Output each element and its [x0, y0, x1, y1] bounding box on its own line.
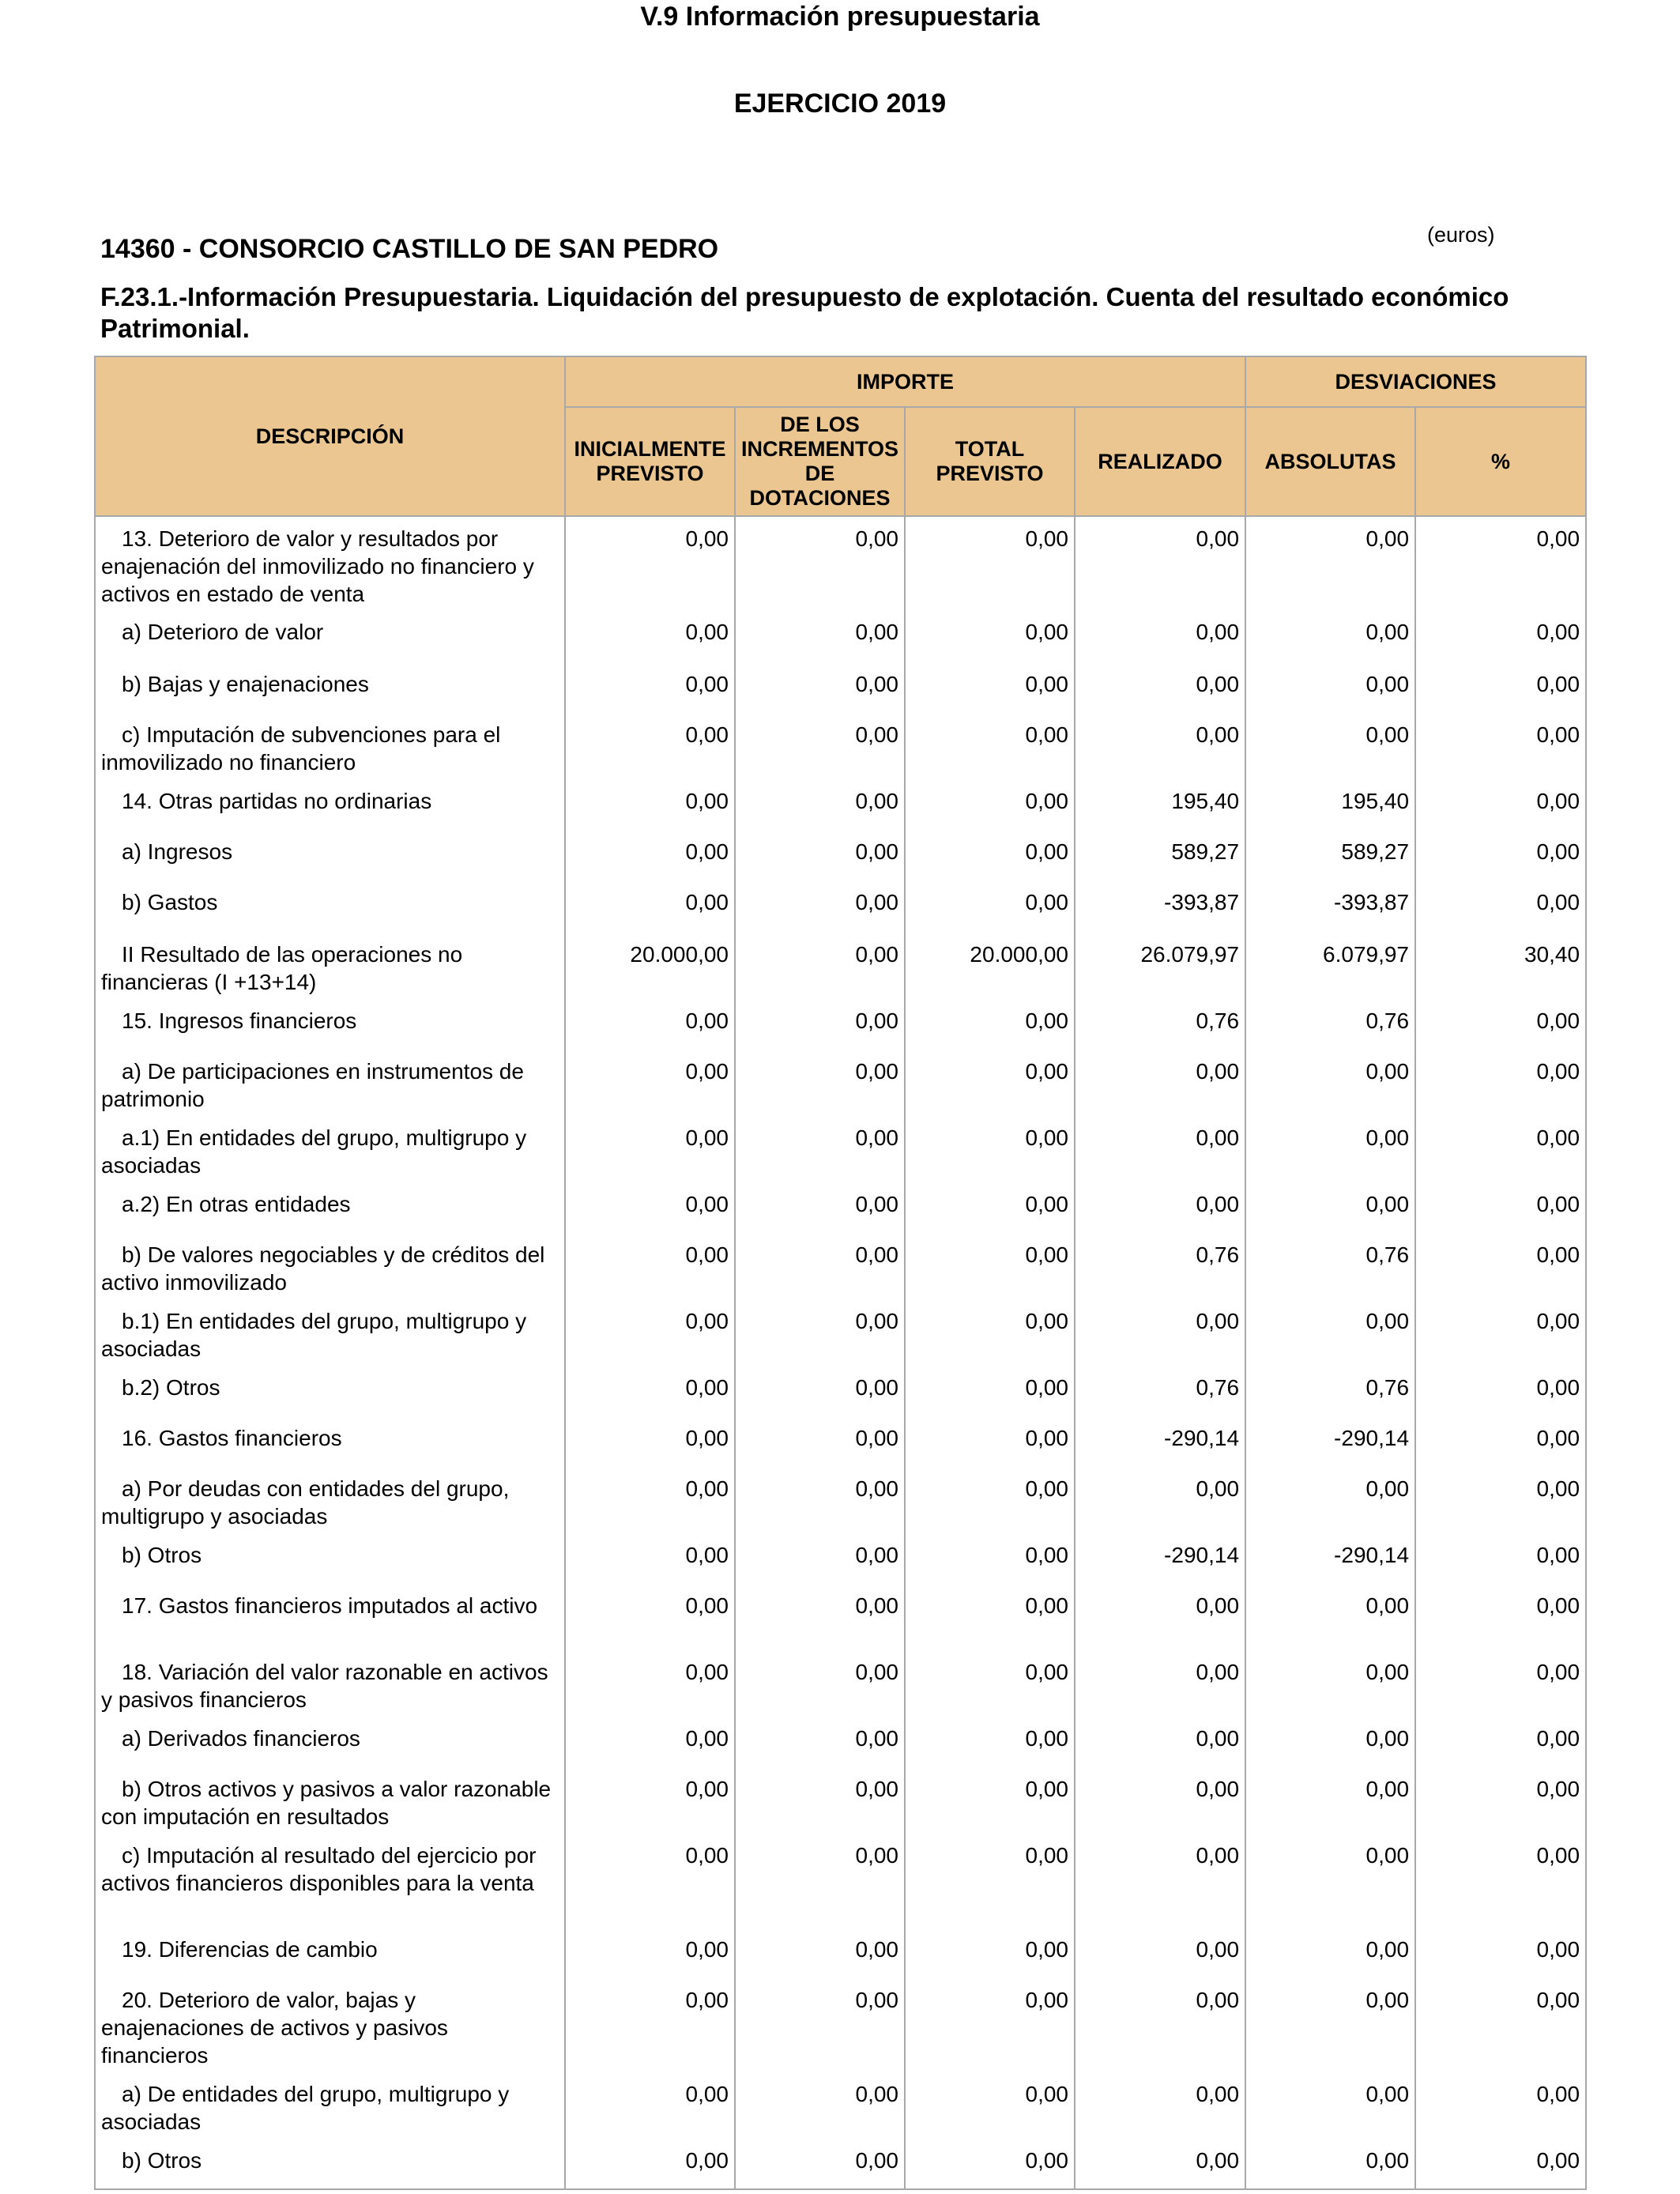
cell-realizado: 0,00 [1075, 1834, 1245, 1928]
cell-incrementos: 0,00 [735, 1467, 905, 1533]
cell-porcentaje: 0,00 [1415, 999, 1586, 1050]
cell-inicialmente-previsto: 0,00 [565, 662, 735, 713]
table-row [95, 1366, 1586, 1416]
cell-porcentaje: 0,00 [1415, 779, 1586, 830]
table-row [95, 1416, 1586, 1467]
cell-absolutas: 0,00 [1245, 713, 1415, 779]
row-description: a) Ingresos [95, 830, 565, 880]
cell-total-previsto: 0,00 [905, 1416, 1075, 1467]
cell-porcentaje: 0,00 [1415, 1182, 1586, 1233]
cell-total-previsto: 0,00 [905, 1366, 1075, 1416]
cell-total-previsto: 0,00 [905, 610, 1075, 662]
cell-incrementos: 0,00 [735, 779, 905, 830]
header-descripcion: DESCRIPCIÓN [95, 356, 565, 516]
cell-realizado: 0,00 [1075, 1182, 1245, 1233]
cell-realizado: 0,00 [1075, 2139, 1245, 2189]
row-description: 17. Gastos financieros imputados al activo [95, 1584, 565, 1650]
cell-inicialmente-previsto: 0,00 [565, 1416, 735, 1467]
cell-inicialmente-previsto: 0,00 [565, 830, 735, 880]
cell-realizado: 0,00 [1075, 1299, 1245, 1366]
cell-inicialmente-previsto: 0,00 [565, 1182, 735, 1233]
cell-absolutas: 0,00 [1245, 516, 1415, 610]
cell-porcentaje: 0,00 [1415, 1717, 1586, 1767]
table-row [95, 779, 1586, 830]
cell-realizado: 0,00 [1075, 1978, 1245, 2072]
cell-inicialmente-previsto: 0,00 [565, 1978, 735, 2072]
cell-inicialmente-previsto: 20.000,00 [565, 933, 735, 999]
row-description: 16. Gastos financieros [95, 1416, 565, 1467]
cell-realizado: 0,00 [1075, 662, 1245, 713]
table-row [95, 2139, 1586, 2189]
cell-incrementos: 0,00 [735, 1050, 905, 1116]
cell-absolutas: 0,00 [1245, 1299, 1415, 1366]
cell-incrementos: 0,00 [735, 880, 905, 933]
cell-total-previsto: 0,00 [905, 662, 1075, 713]
header-porcentaje: % [1415, 407, 1586, 516]
cell-incrementos: 0,00 [735, 1717, 905, 1767]
cell-total-previsto: 0,00 [905, 1928, 1075, 1978]
cell-incrementos: 0,00 [735, 933, 905, 999]
cell-total-previsto: 0,00 [905, 1299, 1075, 1366]
cell-porcentaje: 0,00 [1415, 516, 1586, 610]
cell-inicialmente-previsto: 0,00 [565, 516, 735, 610]
cell-total-previsto: 0,00 [905, 1116, 1075, 1182]
cell-total-previsto: 0,00 [905, 779, 1075, 830]
cell-porcentaje: 0,00 [1415, 2072, 1586, 2139]
cell-realizado: 0,00 [1075, 1467, 1245, 1533]
cell-porcentaje: 0,00 [1415, 1928, 1586, 1978]
header-importe: IMPORTE [565, 356, 1245, 407]
table-row [95, 1116, 1586, 1182]
budget-table [94, 356, 1587, 2190]
cell-incrementos: 0,00 [735, 1928, 905, 1978]
cell-porcentaje: 0,00 [1415, 1416, 1586, 1467]
header-incrementos: DE LOS INCREMENTOS DE DOTACIONES [735, 407, 905, 516]
table-row [95, 516, 1586, 610]
table-row [95, 1717, 1586, 1767]
cell-absolutas: -290,14 [1245, 1533, 1415, 1584]
currency-units: (euros) [1427, 223, 1495, 247]
cell-porcentaje: 0,00 [1415, 1767, 1586, 1834]
cell-porcentaje: 0,00 [1415, 713, 1586, 779]
cell-absolutas: 195,40 [1245, 779, 1415, 830]
cell-incrementos: 0,00 [735, 610, 905, 662]
cell-inicialmente-previsto: 0,00 [565, 1767, 735, 1834]
row-description: 19. Diferencias de cambio [95, 1928, 565, 1978]
row-description: II Resultado de las operaciones no financieras (I +13+14) [95, 933, 565, 999]
row-description: 20. Deterioro de valor, bajas y enajenaciones de activos y pasivos financieros [95, 1978, 565, 2072]
cell-absolutas: 0,00 [1245, 1584, 1415, 1650]
cell-porcentaje: 0,00 [1415, 1584, 1586, 1650]
cell-absolutas: 0,00 [1245, 1182, 1415, 1233]
cell-absolutas: 0,00 [1245, 1834, 1415, 1928]
table-row [95, 1834, 1586, 1928]
cell-porcentaje: 0,00 [1415, 1834, 1586, 1928]
cell-incrementos: 0,00 [735, 830, 905, 880]
page-title: V.9 Información presupuestaria [640, 2, 1040, 32]
row-description: a) Por deudas con entidades del grupo, multigrupo y asociadas [95, 1467, 565, 1533]
cell-total-previsto: 0,00 [905, 1182, 1075, 1233]
cell-absolutas: 0,00 [1245, 610, 1415, 662]
cell-realizado: 0,00 [1075, 2072, 1245, 2139]
cell-porcentaje: 0,00 [1415, 830, 1586, 880]
row-description: b) Gastos [95, 880, 565, 933]
header-row-groups [95, 356, 1586, 407]
row-description: b.1) En entidades del grupo, multigrupo y asociadas [95, 1299, 565, 1366]
cell-total-previsto: 0,00 [905, 1717, 1075, 1767]
table-row [95, 2072, 1586, 2139]
cell-inicialmente-previsto: 0,00 [565, 1050, 735, 1116]
cell-absolutas: 0,00 [1245, 1978, 1415, 2072]
row-description: c) Imputación al resultado del ejercicio por activos financieros disponibles para la venta [95, 1834, 565, 1928]
cell-incrementos: 0,00 [735, 1366, 905, 1416]
cell-incrementos: 0,00 [735, 1116, 905, 1182]
cell-incrementos: 0,00 [735, 1533, 905, 1584]
table-row [95, 1233, 1586, 1299]
cell-total-previsto: 0,00 [905, 1050, 1075, 1116]
cell-inicialmente-previsto: 0,00 [565, 1650, 735, 1717]
cell-realizado: 0,00 [1075, 1928, 1245, 1978]
cell-total-previsto: 0,00 [905, 1584, 1075, 1650]
cell-inicialmente-previsto: 0,00 [565, 1928, 735, 1978]
header-desviaciones: DESVIACIONES [1245, 356, 1586, 407]
table-row [95, 1584, 1586, 1650]
cell-porcentaje: 0,00 [1415, 1299, 1586, 1366]
cell-incrementos: 0,00 [735, 1767, 905, 1834]
table-row [95, 1050, 1586, 1116]
table-row [95, 1650, 1586, 1717]
header-inicialmente-previsto: INICIALMENTE PREVISTO [565, 407, 735, 516]
header-realizado: REALIZADO [1075, 407, 1245, 516]
cell-inicialmente-previsto: 0,00 [565, 1116, 735, 1182]
cell-incrementos: 0,00 [735, 999, 905, 1050]
cell-realizado: 0,00 [1075, 1050, 1245, 1116]
cell-incrementos: 0,00 [735, 662, 905, 713]
row-description: a) De participaciones en instrumentos de patrimonio [95, 1050, 565, 1116]
cell-realizado: 0,76 [1075, 999, 1245, 1050]
header-absolutas: ABSOLUTAS [1245, 407, 1415, 516]
cell-incrementos: 0,00 [735, 713, 905, 779]
table-row [95, 880, 1586, 933]
cell-realizado: -290,14 [1075, 1416, 1245, 1467]
table-row [95, 1533, 1586, 1584]
cell-incrementos: 0,00 [735, 516, 905, 610]
row-description: b) De valores negociables y de créditos del activo inmovilizado [95, 1233, 565, 1299]
cell-realizado: 26.079,97 [1075, 933, 1245, 999]
cell-porcentaje: 0,00 [1415, 1978, 1586, 2072]
cell-absolutas: 0,00 [1245, 2139, 1415, 2189]
cell-realizado: 0,00 [1075, 1717, 1245, 1767]
cell-realizado: 0,76 [1075, 1233, 1245, 1299]
cell-absolutas: 0,00 [1245, 1050, 1415, 1116]
cell-inicialmente-previsto: 0,00 [565, 779, 735, 830]
cell-inicialmente-previsto: 0,00 [565, 2072, 735, 2139]
cell-inicialmente-previsto: 0,00 [565, 999, 735, 1050]
cell-realizado: 0,00 [1075, 1650, 1245, 1717]
cell-realizado: -393,87 [1075, 880, 1245, 933]
cell-inicialmente-previsto: 0,00 [565, 2139, 735, 2189]
row-description: a) Derivados financieros [95, 1717, 565, 1767]
cell-realizado: 589,27 [1075, 830, 1245, 880]
table-row [95, 1928, 1586, 1978]
table-row [95, 1467, 1586, 1533]
cell-realizado: 0,00 [1075, 610, 1245, 662]
cell-inicialmente-previsto: 0,00 [565, 713, 735, 779]
cell-inicialmente-previsto: 0,00 [565, 1299, 735, 1366]
cell-total-previsto: 0,00 [905, 1978, 1075, 2072]
cell-incrementos: 0,00 [735, 2072, 905, 2139]
row-description: b) Otros [95, 2139, 565, 2189]
table-row [95, 1767, 1586, 1834]
cell-realizado: 0,00 [1075, 516, 1245, 610]
cell-total-previsto: 20.000,00 [905, 933, 1075, 999]
cell-porcentaje: 30,40 [1415, 933, 1586, 999]
cell-inicialmente-previsto: 0,00 [565, 1584, 735, 1650]
cell-porcentaje: 0,00 [1415, 880, 1586, 933]
cell-porcentaje: 0,00 [1415, 662, 1586, 713]
cell-realizado: 195,40 [1075, 779, 1245, 830]
cell-absolutas: 589,27 [1245, 830, 1415, 880]
cell-absolutas: 0,00 [1245, 2072, 1415, 2139]
cell-inicialmente-previsto: 0,00 [565, 610, 735, 662]
cell-incrementos: 0,00 [735, 1978, 905, 2072]
row-description: b) Otros [95, 1533, 565, 1584]
row-description: a.1) En entidades del grupo, multigrupo y asociadas [95, 1116, 565, 1182]
cell-inicialmente-previsto: 0,00 [565, 1533, 735, 1584]
row-description: a.2) En otras entidades [95, 1182, 565, 1233]
cell-incrementos: 0,00 [735, 1182, 905, 1233]
table-row [95, 933, 1586, 999]
cell-total-previsto: 0,00 [905, 1467, 1075, 1533]
row-description: b) Otros activos y pasivos a valor razonable con imputación en resultados [95, 1767, 565, 1834]
cell-realizado: 0,00 [1075, 1584, 1245, 1650]
cell-realizado: 0,00 [1075, 1767, 1245, 1834]
row-description: 15. Ingresos financieros [95, 999, 565, 1050]
cell-porcentaje: 0,00 [1415, 1116, 1586, 1182]
cell-porcentaje: 0,00 [1415, 1467, 1586, 1533]
cell-incrementos: 0,00 [735, 1834, 905, 1928]
cell-total-previsto: 0,00 [905, 999, 1075, 1050]
cell-incrementos: 0,00 [735, 2139, 905, 2189]
table-row [95, 1182, 1586, 1233]
cell-incrementos: 0,00 [735, 1650, 905, 1717]
cell-inicialmente-previsto: 0,00 [565, 1233, 735, 1299]
cell-inicialmente-previsto: 0,00 [565, 880, 735, 933]
cell-total-previsto: 0,00 [905, 1233, 1075, 1299]
row-description: b) Bajas y enajenaciones [95, 662, 565, 713]
cell-total-previsto: 0,00 [905, 880, 1075, 933]
cell-porcentaje: 0,00 [1415, 1366, 1586, 1416]
cell-absolutas: 0,76 [1245, 1233, 1415, 1299]
form-title: F.23.1.-Información Presupuestaria. Liquidación del presupuesto de explotación. Cuenta del resultado económico Patrimonial. [100, 282, 1509, 343]
cell-inicialmente-previsto: 0,00 [565, 1366, 735, 1416]
cell-absolutas: 0,00 [1245, 1467, 1415, 1533]
cell-porcentaje: 0,00 [1415, 2139, 1586, 2189]
cell-absolutas: 0,00 [1245, 1650, 1415, 1717]
cell-incrementos: 0,00 [735, 1299, 905, 1366]
cell-absolutas: 0,00 [1245, 1928, 1415, 1978]
cell-total-previsto: 0,00 [905, 1650, 1075, 1717]
cell-absolutas: 0,00 [1245, 662, 1415, 713]
cell-incrementos: 0,00 [735, 1233, 905, 1299]
row-description: b.2) Otros [95, 1366, 565, 1416]
table-row [95, 713, 1586, 779]
table-row [95, 999, 1586, 1050]
cell-incrementos: 0,00 [735, 1416, 905, 1467]
table-row [95, 830, 1586, 880]
cell-realizado: 0,76 [1075, 1366, 1245, 1416]
cell-absolutas: 6.079,97 [1245, 933, 1415, 999]
cell-realizado: 0,00 [1075, 713, 1245, 779]
cell-porcentaje: 0,00 [1415, 610, 1586, 662]
table-row [95, 1299, 1586, 1366]
cell-total-previsto: 0,00 [905, 516, 1075, 610]
cell-absolutas: 0,76 [1245, 999, 1415, 1050]
cell-absolutas: -393,87 [1245, 880, 1415, 933]
header-total-previsto: TOTAL PREVISTO [905, 407, 1075, 516]
exercise-year: EJERCICIO 2019 [733, 89, 947, 119]
cell-inicialmente-previsto: 0,00 [565, 1717, 735, 1767]
cell-absolutas: 0,00 [1245, 1767, 1415, 1834]
table-row [95, 610, 1586, 662]
row-description: a) Deterioro de valor [95, 610, 565, 662]
cell-total-previsto: 0,00 [905, 1533, 1075, 1584]
cell-total-previsto: 0,00 [905, 1834, 1075, 1928]
row-description: a) De entidades del grupo, multigrupo y asociadas [95, 2072, 565, 2139]
cell-total-previsto: 0,00 [905, 1767, 1075, 1834]
cell-total-previsto: 0,00 [905, 2139, 1075, 2189]
cell-absolutas: -290,14 [1245, 1416, 1415, 1467]
table-row [95, 662, 1586, 713]
cell-absolutas: 0,00 [1245, 1116, 1415, 1182]
cell-porcentaje: 0,00 [1415, 1533, 1586, 1584]
cell-total-previsto: 0,00 [905, 2072, 1075, 2139]
row-description: 14. Otras partidas no ordinarias [95, 779, 565, 830]
budget-table-body [95, 516, 1586, 2189]
row-description: c) Imputación de subvenciones para el inmovilizado no financiero [95, 713, 565, 779]
cell-realizado: 0,00 [1075, 1116, 1245, 1182]
row-description: 13. Deterioro de valor y resultados por enajenación del inmovilizado no financiero y activos en estado de venta [95, 516, 565, 610]
table-row [95, 1978, 1586, 2072]
cell-total-previsto: 0,00 [905, 713, 1075, 779]
cell-inicialmente-previsto: 0,00 [565, 1834, 735, 1928]
cell-absolutas: 0,76 [1245, 1366, 1415, 1416]
row-description: 18. Variación del valor razonable en activos y pasivos financieros [95, 1650, 565, 1717]
cell-inicialmente-previsto: 0,00 [565, 1467, 735, 1533]
cell-total-previsto: 0,00 [905, 830, 1075, 880]
cell-porcentaje: 0,00 [1415, 1050, 1586, 1116]
cell-absolutas: 0,00 [1245, 1717, 1415, 1767]
cell-porcentaje: 0,00 [1415, 1233, 1586, 1299]
cell-incrementos: 0,00 [735, 1584, 905, 1650]
entity-name: 14360 - CONSORCIO CASTILLO DE SAN PEDRO [100, 234, 719, 264]
cell-realizado: -290,14 [1075, 1533, 1245, 1584]
cell-porcentaje: 0,00 [1415, 1650, 1586, 1717]
